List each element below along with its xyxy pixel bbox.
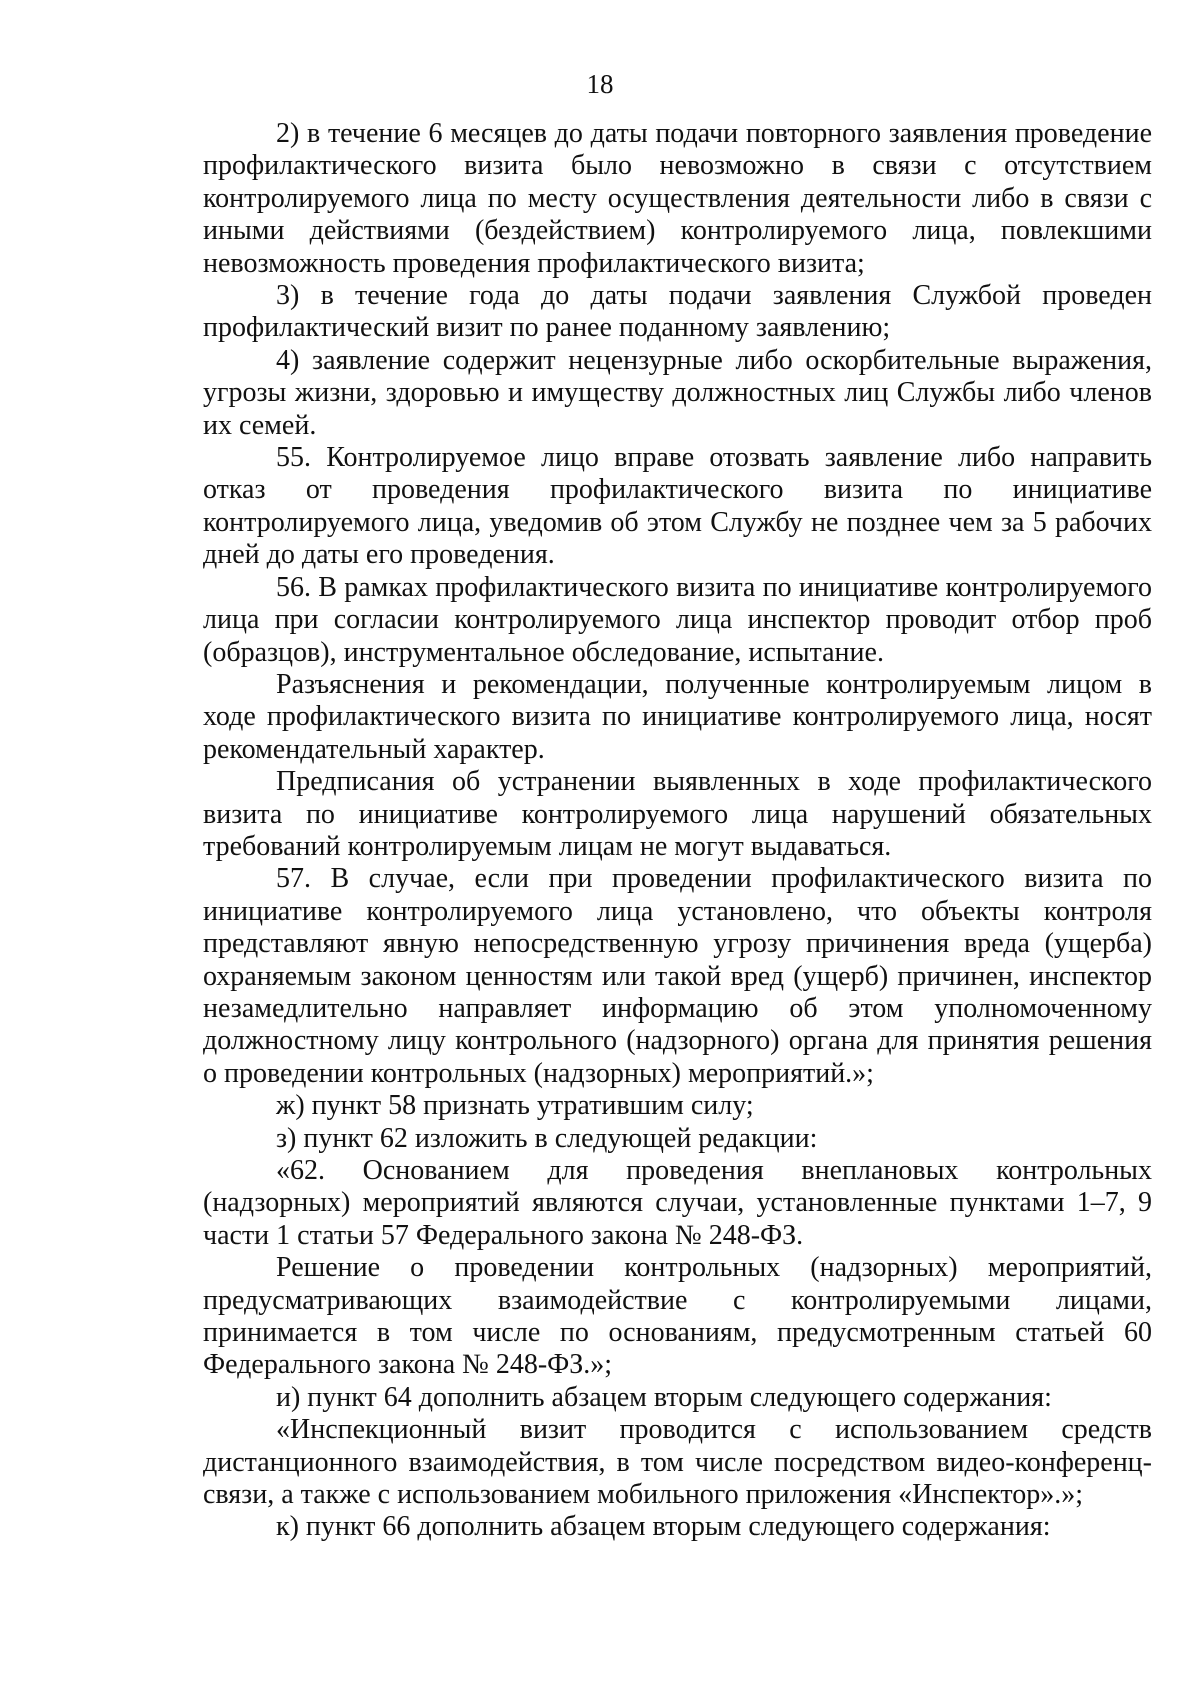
paragraph-item-4: 4) заявление содержит нецензурные либо оскорбительные выражения, угрозы жизни, здоровью и имуществу должностных лиц Службы либо членов их семей. (203, 344, 1152, 441)
paragraph-item-2: 2) в течение 6 месяцев до даты подачи повторного заявления проведение профилактического визита было невозможно в связи с отсутствием контролируемого лица по месту осуществления деятельности либо в связи с иными действиями (бездействием) контролируемого лица, повлекшими невозможность проведения профилактического визита; (203, 118, 1152, 279)
page-number: 18 (586, 69, 614, 99)
paragraph-clause-57: 57. В случае, если при проведении профилактического визита по инициативе контролируемого лица установлено, что объекты контроля представляют явную непосредственную угрозу причинения вреда (ущерба) охраняемым законом ценностям или такой вред (ущерб) причинен, инспектор незамедлительно направляет информацию об этом уполномоченному должностному лицу контрольного (надзорного) органа для принятия решения о проведении контрольных (надзорных) мероприятий.»; (203, 863, 1152, 1089)
document-body (203, 118, 1152, 1544)
paragraph-clause-55: 55. Контролируемое лицо вправе отозвать заявление либо направить отказ от проведения профилактического визита по инициативе контролируемого лица, уведомив об этом Службу не позднее чем за 5 рабочих дней до даты его проведения. (203, 442, 1152, 571)
paragraph-clause-56: 56. В рамках профилактического визита по инициативе контролируемого лица при согласии контролируемого лица инспектор проводит отбор проб (образцов), инструментальное обследование, испытание. (203, 571, 1152, 668)
paragraph-item-3: 3) в течение года до даты подачи заявления Службой проведен профилактический визит по ранее поданному заявлению; (203, 280, 1152, 344)
paragraph-amendment-i: и) пункт 64 дополнить абзацем вторым следующего содержания: (276, 1381, 1052, 1413)
paragraph-amendment-k: к) пункт 66 дополнить абзацем вторым следующего содержания: (276, 1511, 1051, 1543)
paragraph-amendment-z: з) пункт 62 изложить в следующей редакции: (276, 1122, 818, 1154)
paragraph-amendment-zh: ж) пункт 58 признать утратившим силу; (276, 1090, 754, 1122)
paragraph-prescriptions: Предписания об устранении выявленных в ходе профилактического визита по инициативе контролируемого лица нарушений обязательных требований контролируемым лицам не могут выдаваться. (203, 766, 1152, 862)
paragraph-decision: Решение о проведении контрольных (надзорных) мероприятий, предусматривающих взаимодействие с контролируемыми лицами, принимается в том числе по основаниям, предусмотренным статьей 60 Федерального закона № 248-ФЗ.»; (203, 1252, 1152, 1381)
paragraph-inspection-visit: «Инспекционный визит проводится с использованием средств дистанционного взаимодействия, в том числе посредством видео-конференц-связи, а также с использованием мобильного приложения «Инспектор».»; (203, 1414, 1152, 1511)
paragraph-clarifications: Разъяснения и рекомендации, полученные контролируемым лицом в ходе профилактического визита по инициативе контролируемого лица, носят рекомендательный характер. (203, 668, 1152, 765)
paragraph-clause-62: «62. Основанием для проведения внеплановых контрольных (надзорных) мероприятий являются случаи, установленные пунктами 1–7, 9 части 1 статьи 57 Федерального закона № 248-ФЗ. (203, 1155, 1152, 1251)
